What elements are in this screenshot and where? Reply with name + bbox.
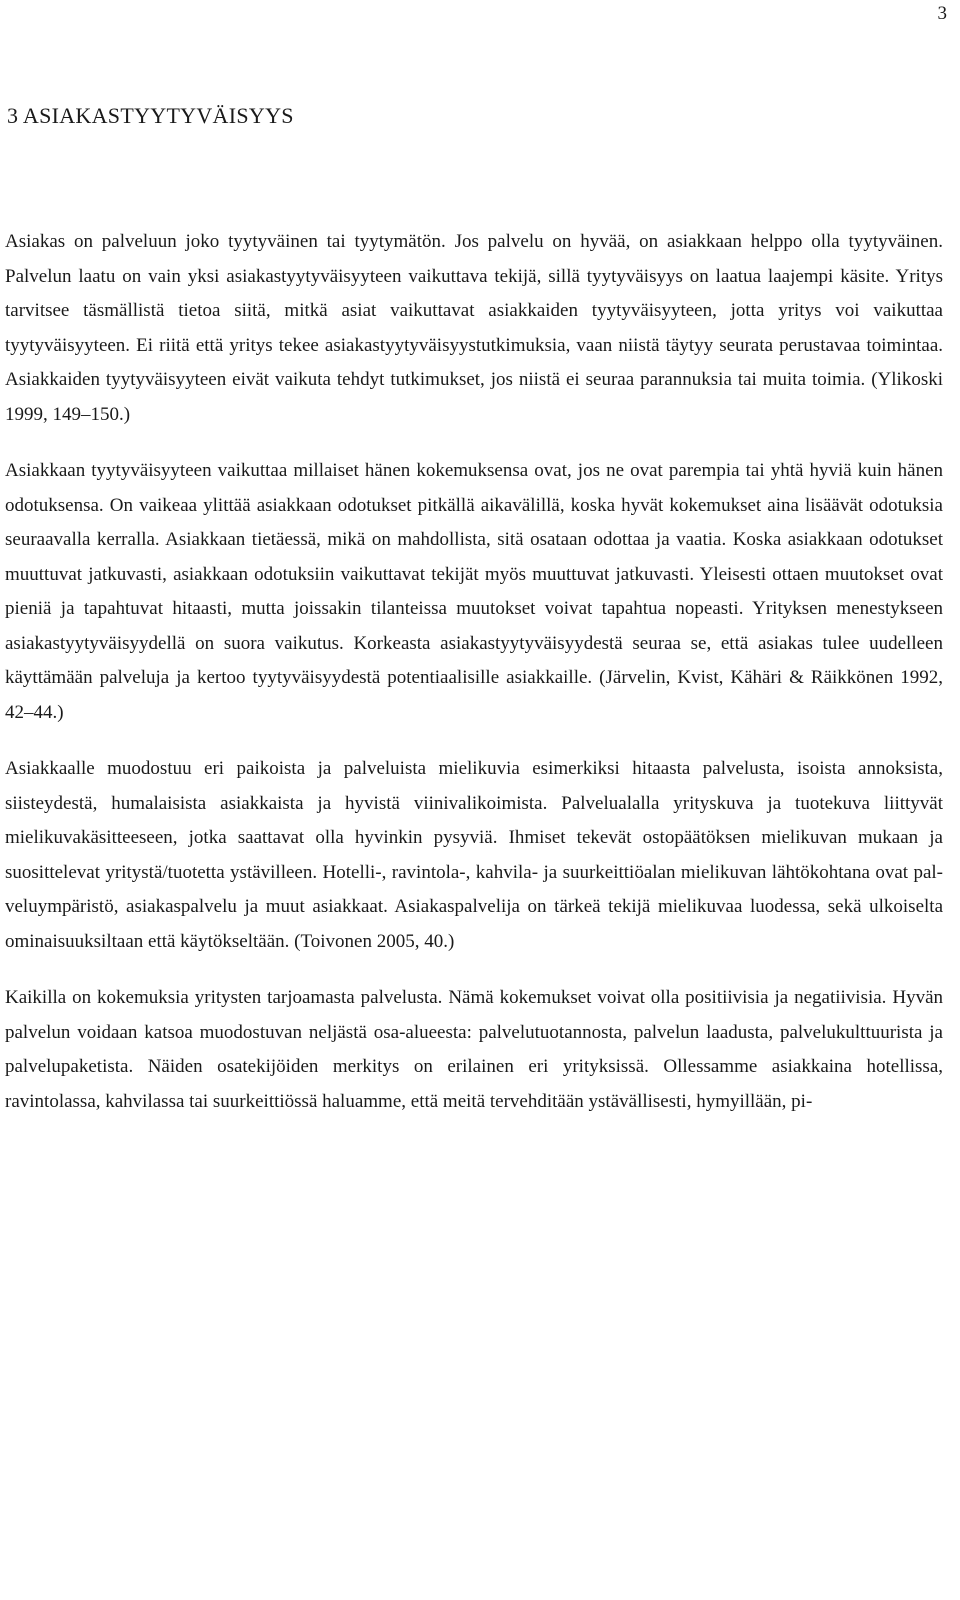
chapter-title: 3 ASIAKASTYYTYVÄISYYS bbox=[7, 103, 294, 128]
paragraph-1: Asiakas on palveluun joko tyytyväinen tai tyytymätön. Jos palvelu on hyvää, on asiakkaan helppo olla tyytyväinen. Palvelun laatu on vain yksi asiakastyytyväisyyteen vaikuttava tekijä, sillä tyytyväisyys on laatua laajempi käsite. Yritys tarvitsee täsmällistä tietoa siitä, mitkä asiat vaikuttavat asiakkaiden tyytyväisyyteen, jotta yritys voi vaikuttaa tyytyväisyyteen. Ei riitä että yritys tekee asiakastyytyväisyystutkimuksia, vaan niistä täytyy seurata perustavaa toimintaa. Asiakkaiden tyytyväisyyteen eivät vaikuta tehdyt tutkimukset, jos niistä ei seuraa parannuksia tai muita toimia. (Ylikoski 1999, 149–150.) bbox=[5, 231, 943, 425]
body-text bbox=[5, 225, 943, 1141]
paragraph-2: Asiakkaan tyytyväisyyteen vaikuttaa millaiset hänen kokemuksensa ovat, jos ne ovat parempia tai yhtä hyviä kuin hänen odotuksensa. On vaikeaa ylittää asiakkaan odotukset pitkällä aikavälillä, koska hyvät kokemukset aina lisäävät odotuksia seuraavalla kerralla. Asiakkaan tietäessä, mikä on mahdollista, sitä osataan odottaa ja vaatia. Koska asiakkaan odotukset muuttuvat jatkuvasti, asiakkaan odotuksiin vaikuttavat tekijät myös muuttuvat jatkuvasti. Yleisesti ottaen muutokset ovat pieniä ja tapahtuvat hitaasti, mutta joissakin tilanteissa muutokset voivat tapahtua nopeasti. Yrityksen menestykseen asiakastyytyväisyydellä on suora vaikutus. Korkeasta asiakastyytyväisyydestä seuraa se, että asiakas tulee uudelleen käyttämään palveluja ja kertoo tyytyväisyydestä potentiaalisille asiakkaille. (Järvelin, Kvist, Kähäri & Räikkönen 1992, 42–44.) bbox=[5, 460, 943, 723]
paragraph-4: Kaikilla on kokemuksia yritysten tarjoamasta palvelusta. Nämä kokemukset voivat olla positiivisia ja negatiivisia. Hyvän palvelun voidaan katsoa muodostuvan neljästä osa-alueesta: palvelutuotannosta, palvelun laadusta, palvelukulttuurista ja palvelupaketista. Näiden osatekijöiden merkitys on erilainen eri yrityksissä. Ollessamme asiakkaina hotellissa, ravintolassa, kahvilassa tai suurkeittiössä haluamme, että meitä tervehditään ystävällisesti, hymyillään, pi- bbox=[5, 987, 943, 1112]
page-number: 3 bbox=[937, 3, 947, 24]
paragraph-3: Asiakkaalle muodostuu eri paikoista ja palveluista mielikuvia esimerkiksi hitaasta palvelusta, isoista annoksista, siisteydestä, humalaisista asiakkaista ja hyvistä viinivalikoimista. Palvelualalla yrityskuva ja tuotekuva liittyvät mielikuvakäsitteeseen, jotka saattavat olla hyvinkin pysyviä. Ihmiset tekevät ostopäätöksen mielikuvan mukaan ja suosittelevat yritystä/tuotetta ystävilleen. Hotelli-, ravintola-, kahvila- ja suurkeittiöalan mielikuvan lähtökohtana ovat palveluympäristö, asiakaspalvelu ja muut asiakkaat. Asiakaspalvelija on tärkeä tekijä mielikuvaa luodessa, sekä ulkoiselta ominaisuuksiltaan että käytökseltään. (Toivonen 2005, 40.) bbox=[5, 758, 943, 952]
